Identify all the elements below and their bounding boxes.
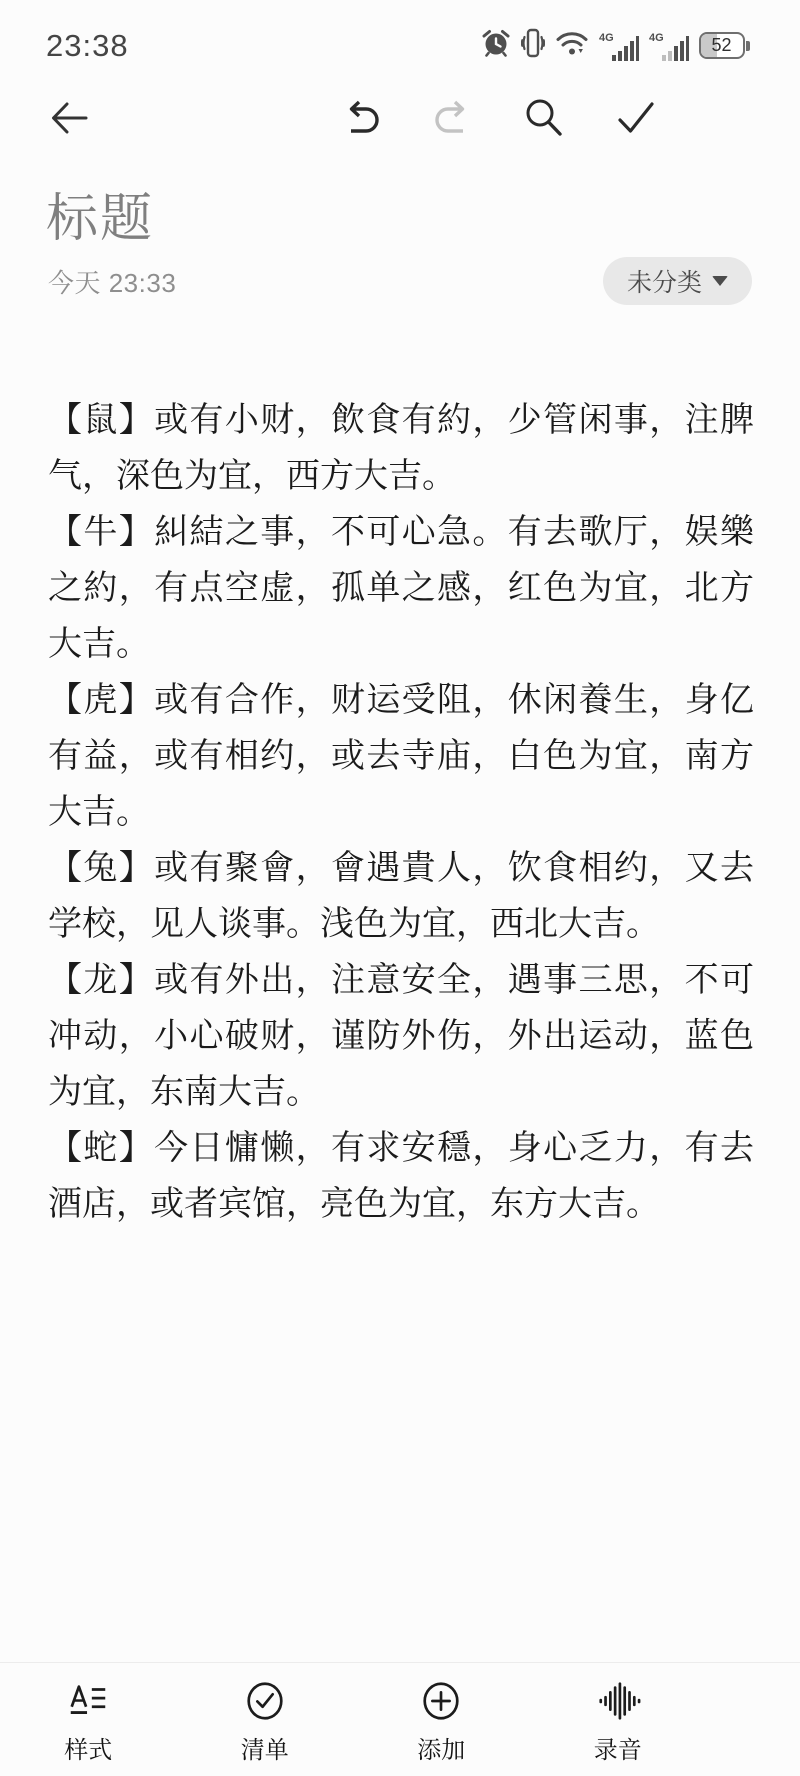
plus-circle-icon [418,1678,464,1724]
category-selector[interactable] [603,257,752,305]
status-time: 23:38 [46,28,129,63]
record-button[interactable] [530,1663,707,1776]
category-label: 未分类 [626,269,702,297]
redo-button[interactable] [428,94,476,142]
note-body-editor[interactable] [48,392,754,1646]
note-title-input[interactable]: 标题 [46,190,155,248]
note-paragraph-rabbit: 【兔】或有聚會，會遇貴人，饮食相约，又去学校，见人谈事。浅色为宜，西北大吉。 [48,849,754,943]
search-icon [520,94,568,142]
alarm-icon [481,28,511,63]
style-label: 样式 [64,1737,113,1764]
check-icon [612,94,660,142]
text-style-icon [65,1678,111,1724]
record-label: 录音 [593,1737,642,1764]
add-button[interactable] [353,1663,530,1776]
checklist-label: 清单 [240,1737,289,1764]
note-paragraph-tiger: 【虎】或有合作，财运受阻，休闲養生，身亿有益，或有相约，或去寺庙，白色为宜，南方大吉。 [48,681,754,831]
back-button[interactable] [44,94,92,142]
bottom-toolbar [0,1662,800,1776]
add-label: 添加 [417,1737,466,1764]
note-timestamp: 今天 23:33 [48,267,177,298]
note-paragraph-dragon: 【龙】或有外出，注意安全，遇事三思，不可冲动，小心破财，谨防外伤，外出运动，蓝色为宜，东南大吉。 [48,961,754,1111]
note-paragraph-snake: 【蛇】今日慵懒，有求安穩，身心乏力，有去酒店，或者宾馆，亮色为宜，东方大吉。 [48,1129,754,1223]
network-type-text: 4G [598,31,614,44]
battery-percent: 52 [711,35,732,55]
signal-4g-icon-2 [649,30,689,62]
battery-icon [699,32,751,59]
note-paragraph-ox: 【牛】糾結之事，不可心急。有去歌厅，娱樂之約，有点空虚，孤单之感，红色为宜，北方大吉。 [48,513,754,663]
back-arrow-icon [44,94,92,142]
wifi-icon [555,29,589,62]
checklist-icon [242,1678,288,1724]
style-button[interactable] [0,1663,177,1776]
voice-waveform-icon [595,1678,641,1724]
redo-icon [428,94,476,142]
undo-icon [338,94,386,142]
editor-toolbar [0,86,800,152]
checklist-button[interactable] [177,1663,354,1776]
vibrate-icon [521,27,545,64]
done-button[interactable] [612,94,660,142]
network-type-text: 4G [648,31,664,44]
status-icons [481,27,751,64]
status-bar [0,0,800,70]
undo-button[interactable] [338,94,386,142]
signal-4g-icon-1 [599,30,639,62]
search-button[interactable] [520,94,568,142]
chevron-down-icon [712,276,728,286]
note-paragraph-rat: 【鼠】或有小财，飲食有約，少管闲事，注脾气，深色为宜，西方大吉。 [48,401,754,495]
note-meta-row [48,256,752,306]
